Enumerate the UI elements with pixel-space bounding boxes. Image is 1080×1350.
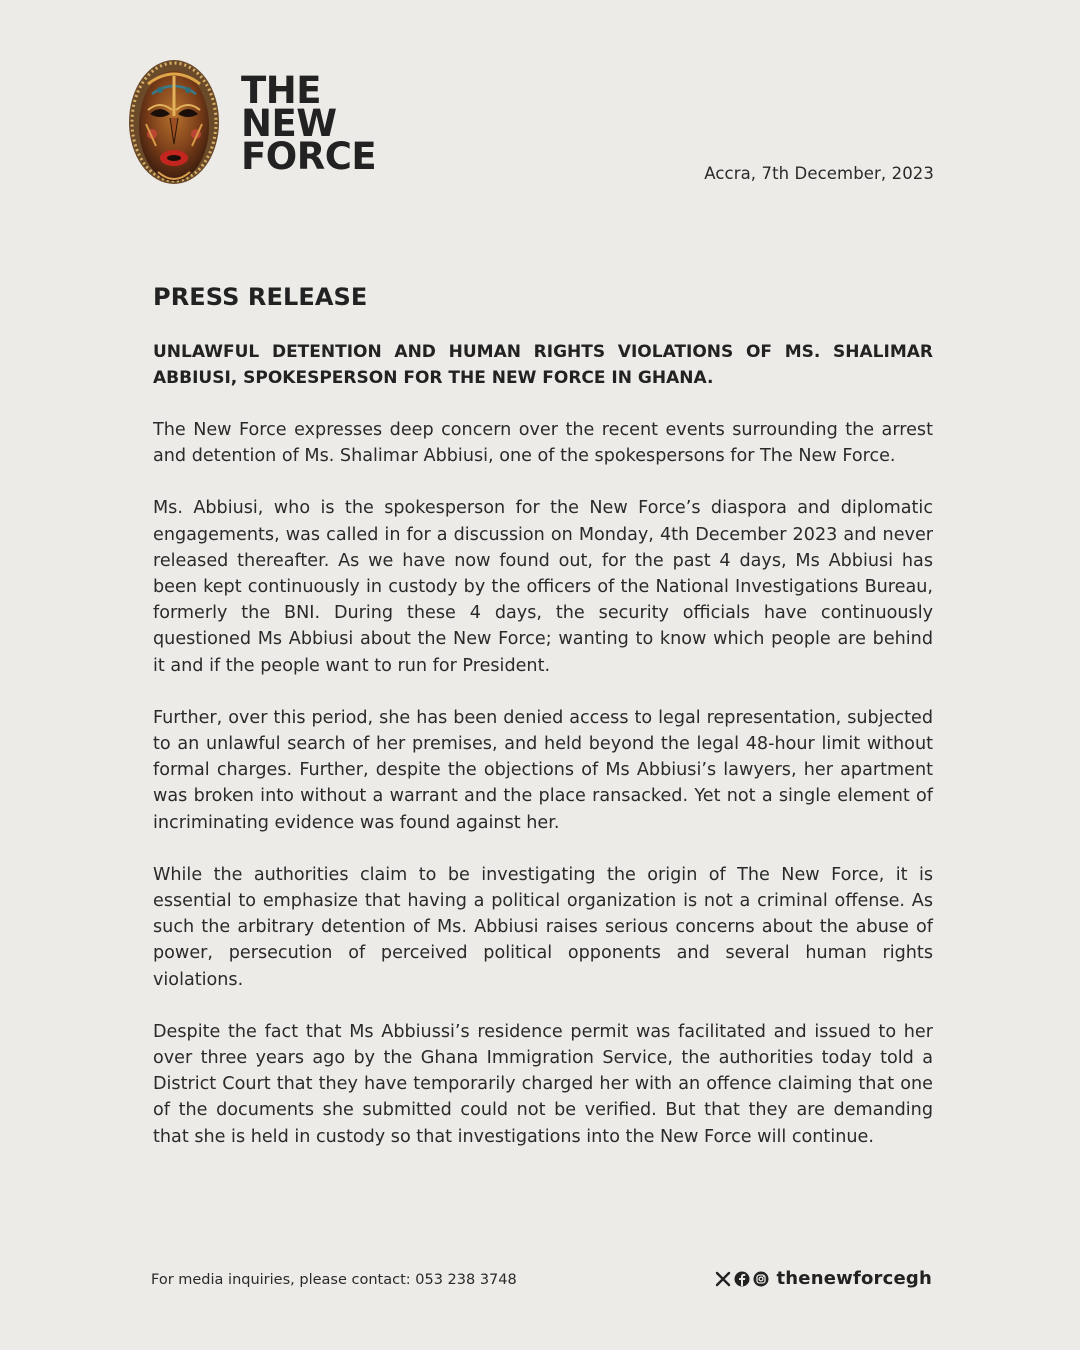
media-contact: For media inquiries, please contact: 053 238 3748	[151, 1272, 517, 1288]
paragraph: While the authorities claim to be investigating the origin of The New Force, it is essential to emphasize that having a political organization is not a criminal offense. As such the arbitrary detention of Ms. Abbiusi raises serious concerns about the abuse of power, persecution of perceived political opponents and several human rights violations.	[153, 864, 933, 990]
paragraph: Further, over this period, she has been denied access to legal representation, subjected to an unlawful search of her premises, and held beyond the legal 48-hour limit without formal charges. Further, despite the objections of Ms Abbiusi’s lawyers, her apartment was broken into without a warrant and the place ransacked. Yet not a single element of incriminating evidence was found against her.	[153, 707, 933, 833]
facebook-icon	[734, 1271, 750, 1287]
paragraph: The New Force expresses deep concern over the recent events surrounding the arrest and detention of Ms. Shalimar Abbiusi, one of the spokespersons for The New Force.	[153, 420, 933, 467]
instagram-icon	[753, 1271, 769, 1287]
brand-line: FORCE	[241, 135, 377, 178]
paragraph: Despite the fact that Ms Abbiussi’s residence permit was facilitated and issued to her over three years ago by the Ghana Immigration Service, the authorities today told a District Court that they have temporarily charged her with an offence claiming that one of the documents she submitted could not be verified. But that they are demanding that she is held in custody so that investigations into the New Force will continue.	[153, 1021, 933, 1147]
release-date: Accra, 7th December, 2023	[704, 164, 934, 183]
social-handle	[715, 1268, 932, 1289]
paragraph: Ms. Abbiusi, who is the spokesperson for the New Force’s diaspora and diplomatic engagements, was called in for a discussion on Monday, 4th December 2023 and never released thereafter. As we have now found out, for the past 4 days, Ms Abbiusi has been kept continuously in custody by the officers of the National Investigations Bureau, formerly the BNI. During these 4 days, the security officials have continuously questioned Ms Abbiusi about the New Force; wanting to know which people are behind it and if the people want to run for President.	[153, 498, 933, 676]
brand-name	[241, 69, 377, 178]
body-text	[153, 417, 933, 1176]
brand-line: THE	[241, 69, 321, 112]
mask-logo-icon	[128, 54, 222, 196]
page-title: PRESS RELEASE	[153, 283, 368, 311]
social-handle-text: thenewforcegh	[776, 1268, 932, 1289]
logo	[128, 54, 398, 199]
headline: UNLAWFUL DETENTION AND HUMAN RIGHTS VIOLATIONS OF MS. SHALIMAR ABBIUSI, SPOKESPERSON FOR THE NEW FORCE IN GHANA.	[153, 342, 933, 388]
brand-line: NEW	[241, 102, 337, 145]
x-icon	[715, 1271, 731, 1287]
